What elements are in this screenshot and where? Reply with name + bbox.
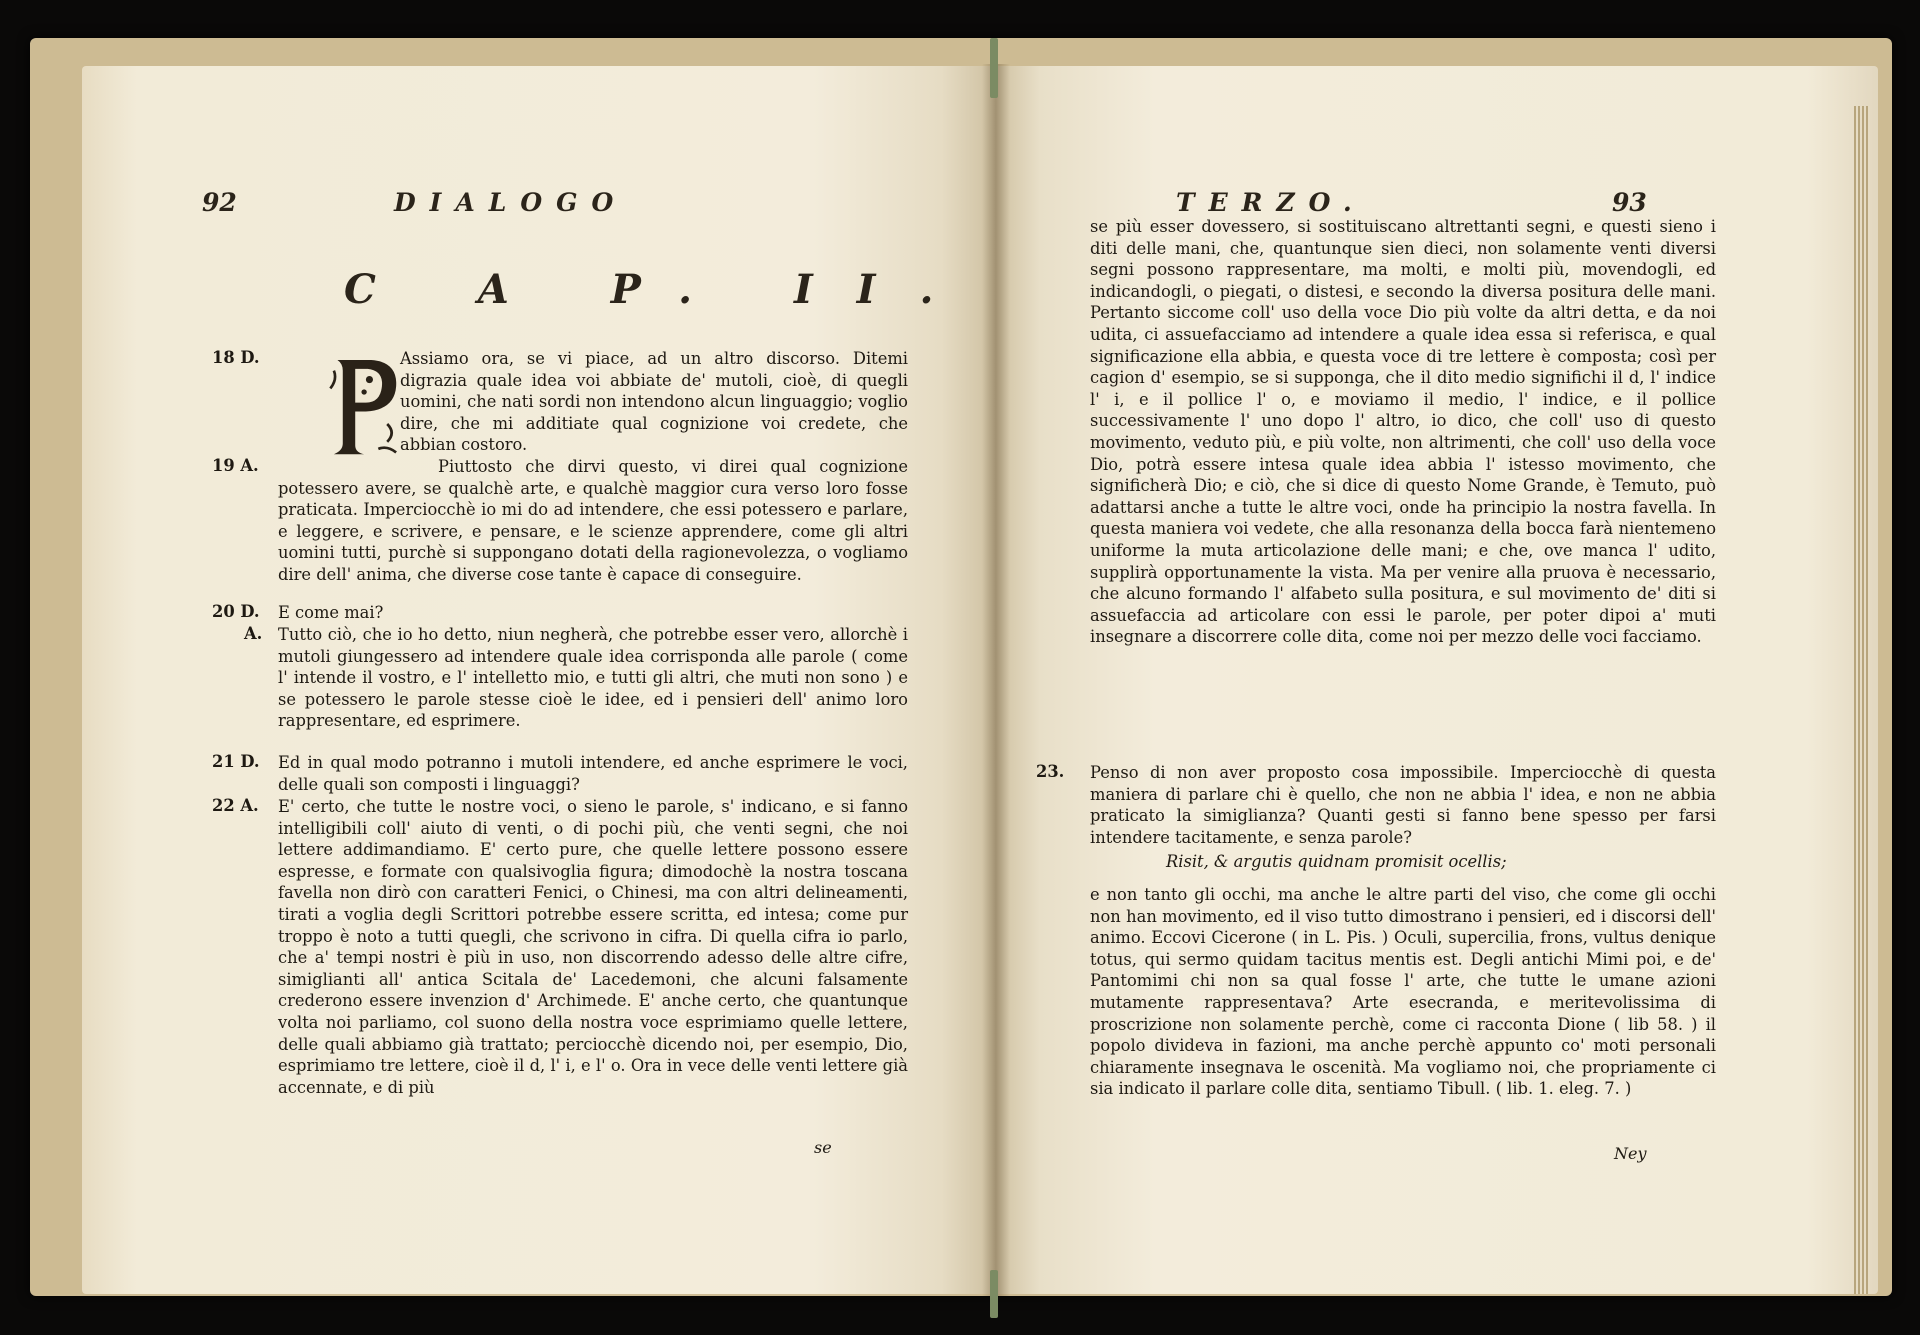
para-number: 22 A. bbox=[212, 796, 259, 815]
paragraph-text: E' certo, che tutte le nostre voci, o sieno le parole, s' indicano, e si fanno intelligibili coll' aiuto di venti, o di pochi più, che venti segni, che noi lettere addimandiamo. E' certo pure, che quelle lettere possono essere espresse, e formate con qualsivoglia figura; dimodochè la nostra toscana favella non dirò con caratteri Fenici, o Chinesi, ma con altri delineamenti, tirati a voglia degli Scrittori potrebbe essere scritta, ed intesa; come pur troppo è noto a tutti quegli, che scrivono in cifra. Di quella cifra io parlo, che a' tempi nostri è più in uso, non discorrendo adesso delle altre cifre, simiglianti all' antica Scitala de' Lacedemoni, che alcuni falsamente crederono essere invenzion d' Archimede. E' anche certo, che quantunque volta noi parliamo, col suono della nostra voce esprimiamo quelle lettere, delle quali abbiamo già trattato; perciocchè dicendo noi, per esempio, Dio, esprimiamo tre lettere, cioè il d, l' i, e l' o. Ora in vece delle venti lettere già accennate, e di più bbox=[278, 797, 908, 1097]
book bbox=[30, 38, 1892, 1296]
catchword: Ney bbox=[1614, 1144, 1647, 1163]
paragraph-text: se più esser dovessero, si sostituiscano altrettanti segni, e questi sieno i diti delle mani, che, quantunque sien dieci, non solamente venti diversi segni possono rappresentare, ma molti, e molti più, movendogli, ed indicandogli, o piegati, o distesi, e secondo la diversa positura delle mani. Pertanto siccome coll' uso della voce Dio più volte da altri detta, e da noi udita, ci assuefacciamo ad intendere a quale idea essa si referisca, e qual significazione ella abbia, e questa voce di tre lettere è composta; così per cagion d' esempio, se si supponga, che il dito medio significhi il d, l' indice l' i, e il pollice l' o, e moviamo il medio, l' indice, e il pollice successivamente l' uno dopo l' altro, io dico, che coll' uso di questo movimento, veduto più, e più volte, non altrimenti, che coll' uso della voce Dio, potrà essere intesa quale idea abbia l' istesso movimento, che significherà Dio; e ciò, che si dice di questo Nome Grande, è Temuto, può adattarsi anche a tutte le altre voci, onde ha principio la nostra favella. In questa maniera voi vedete, che alla resonanza della bocca farà nientemeno uniforme la muta articolazione delle mani; e che, ove manca l' udito, supplirà opportunamente la vista. Ma per venire alla pruova è necessario, che alcuno formando l' alfabeto sulla positura, e sul movimento de' diti si assuefaccia ad articolare con essi le parole, per poter dipoi a' muti insegnare a discorrere colle dita, come noi per mezzo delle voci facciamo. bbox=[1090, 217, 1716, 647]
para-number: 20 D. bbox=[212, 602, 260, 621]
book-gutter bbox=[982, 64, 1010, 1296]
para-number: A. bbox=[244, 624, 263, 643]
paragraph-text: Penso di non aver proposto cosa impossibile. Imperciocchè di questa maniera di parlare chi è quello, che non ne abbia l' idea, e non ne abbia praticato la simiglianza? Quanti gesti si fanno bene spesso per farsi intendere tacitamente, e senza parole? bbox=[1090, 763, 1716, 847]
catchword: se bbox=[814, 1138, 832, 1157]
paragraph-text: Tutto ciò, che io ho detto, niun negherà, che potrebbe esser vero, allorchè i mutoli giungessero ad intendere quale idea corrisponda alle parole ( come l' intende il vostro, e l' intelletto mio, e tutti gli altri, che muti non sono ) e se potessero le parole stesse cioè le idee, ed i pensieri dell' animo loro rappresentare, ed esprimere. bbox=[278, 625, 908, 731]
paragraph-text: Assiamo ora, se vi piace, ad un altro discorso. Ditemi digrazia quale idea voi abbiate de' mutoli, cioè, di quegli uomini, che nati sordi non intendono alcun linguaggio; voglio dire, che mi additiate qual cognizione voi credete, che abbian costoro. bbox=[400, 349, 908, 455]
paragraph-text: E come mai? bbox=[278, 603, 384, 622]
paragraph-text: e non tanto gli occhi, ma anche le altre parti del viso, che come gli occhi non han movimento, ed il viso tutto dimostrano i pensieri, ed i discorsi dell' animo. Eccovi Cicerone ( in L. Pis. ) Oculi, supercilia, frons, vultus denique totus, qui sermo quidam tacitus mentis est. Degli antichi Mimi poi, e de' Pantomimi chi non sa qual fosse l' arte, che tutte le umane azioni mutamente rappresentava? Arte esecranda, e meritevolissima di proscrizione non solamente perchè, come ci racconta Dione ( lib 58. ) il popolo divideva in fazioni, ma anche perchè appunto co' moti personali chiaramente insegnava le oscenità. Ma vogliamo noi, che propriamente ci sia indicato il parlare colle dita, sentiamo Tibull. ( lib. 1. eleg. 7. ) bbox=[1090, 885, 1716, 1099]
right-page-number: 93 bbox=[1612, 188, 1647, 217]
para-number: 21 D. bbox=[212, 752, 260, 771]
chapter-heading: C A P. II. bbox=[344, 266, 978, 313]
decorated-initial-p-icon bbox=[325, 348, 405, 468]
para-number: 19 A. bbox=[212, 456, 259, 475]
para-number: 18 D. bbox=[212, 348, 260, 367]
spine-thread-bottom bbox=[990, 1270, 998, 1318]
left-page bbox=[82, 66, 996, 1294]
right-page bbox=[996, 66, 1878, 1294]
paragraph-text: Ed in qual modo potranno i mutoli intendere, ed anche esprimere le voci, delle quali son composti i linguaggi? bbox=[278, 753, 908, 794]
paragraph-text: Piuttosto che dirvi questo, vi direi qual cognizione potessero avere, se qualchè arte, e qualchè maggior cura verso loro fosse praticata. Imperciocchè io mi do ad intendere, che essi potessero e parlare, e leggere, e scrivere, e pensare, e le scienze apprendere, come gli altri uomini tutti, purchè si suppongano dotati della ragionevolezza, o vogliamo dire dell' anima, che diverse cose tante è capace di conseguire. bbox=[278, 457, 908, 584]
para-number: 23. bbox=[1036, 762, 1065, 781]
spine-thread-top bbox=[990, 38, 998, 98]
right-running-head: TERZO. bbox=[1176, 188, 1366, 217]
left-running-head: DIALOGO bbox=[394, 188, 628, 217]
page-edges bbox=[1854, 106, 1870, 1294]
left-page-number: 92 bbox=[202, 188, 237, 217]
verse-quotation: Risit, & argutis quidnam promisit ocellis; bbox=[1166, 852, 1507, 871]
